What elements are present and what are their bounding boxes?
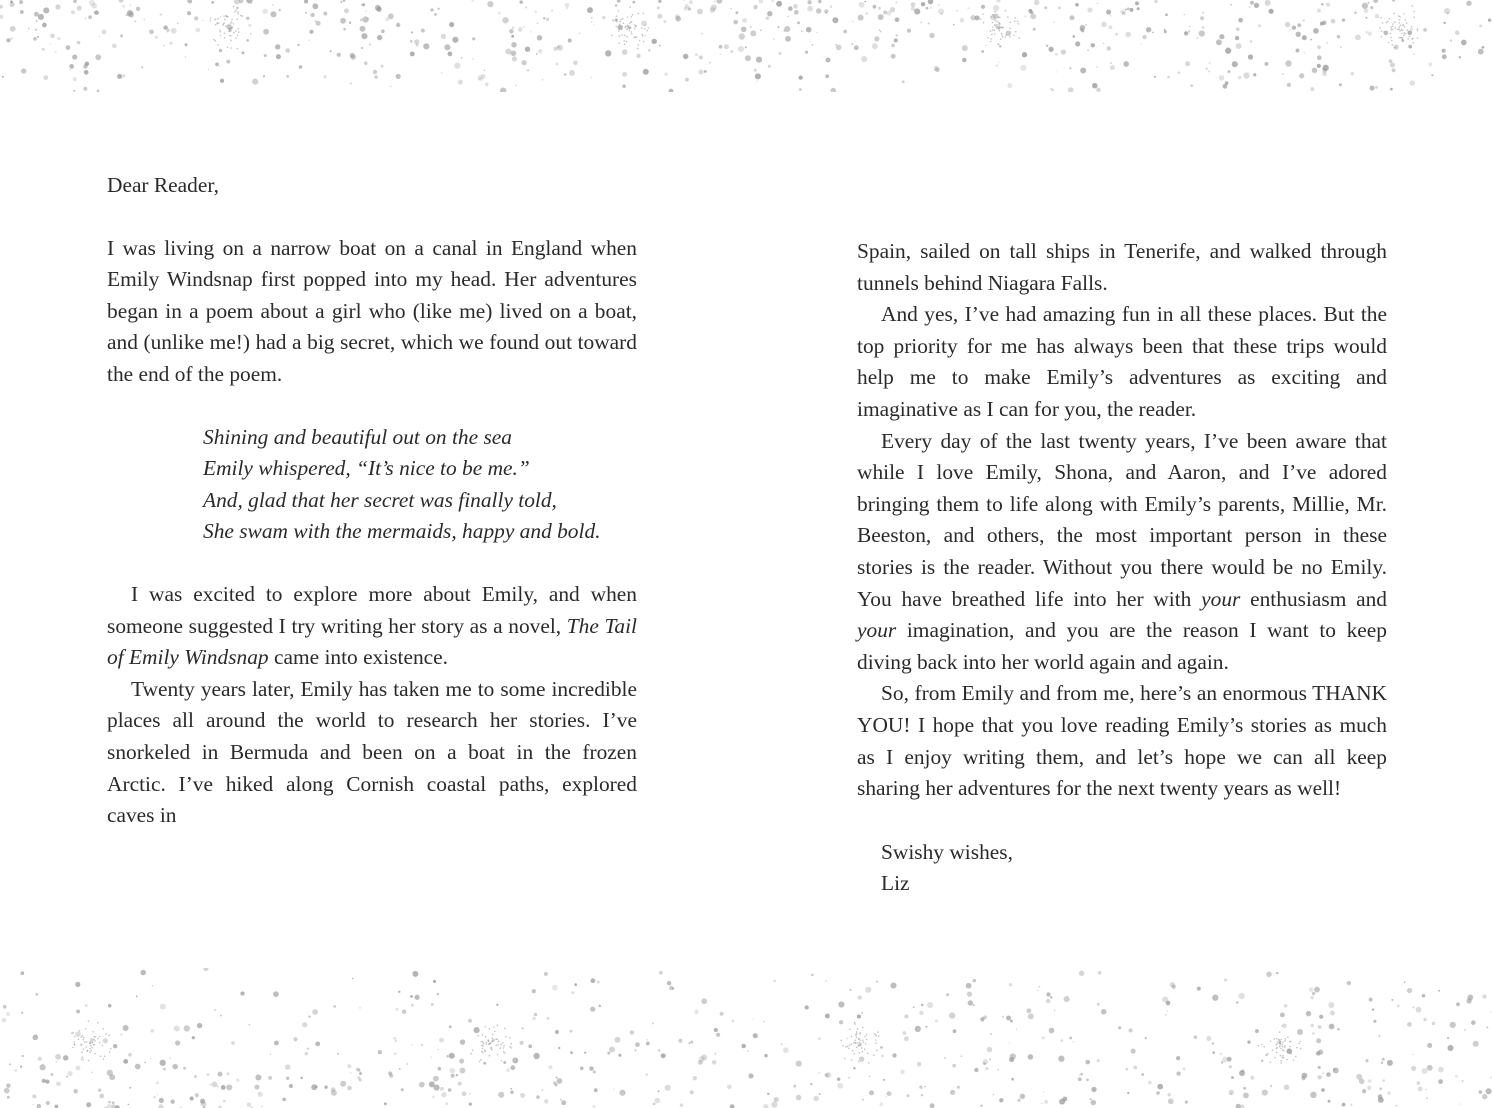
- left-page: [107, 170, 637, 832]
- poem: [203, 422, 637, 548]
- poem-line: Emily whispered, “It’s nice to be me.”: [203, 456, 530, 481]
- paragraph-reader: [857, 426, 1387, 679]
- right-page: [857, 236, 1387, 900]
- paragraph-novel: [107, 579, 637, 674]
- poem-line: Shining and beautiful out on the sea: [203, 424, 512, 449]
- greeting: Dear Reader,: [107, 173, 219, 197]
- paragraph-novel-end: came into existence.: [268, 645, 448, 670]
- signature: Liz: [881, 871, 910, 896]
- paragraph-continued: Spain, sailed on tall ships in Tenerife, and walked through tunnels behind Niagara Falls.: [857, 239, 1387, 295]
- paragraph-intro: I was living on a narrow boat on a canal in England when Emily Windsnap first popped into my head. Her adventures began in a poem about a girl who (like me) lived on a boat, and (unlike me!) had a big secret, which we found out toward the end of the poem.: [107, 235, 637, 386]
- paragraph-reader-mid: enthusiasm and: [1240, 586, 1388, 611]
- paragraph-priority: And yes, I’ve had amazing fun in all these places. But the top priority for me has always been that these trips would help me to make Emily’s adventures as exciting and imaginative as I can for you, the reader.: [857, 302, 1387, 421]
- closing: [857, 837, 1387, 900]
- paragraph-travels: Twenty years later, Emily has taken me to some incredible places all around the world to research her stories. I’ve snorkeled in Bermuda and been on a boat in the frozen Arctic. I’ve hiked along Cornish coastal paths, explored caves in: [107, 676, 637, 828]
- book-title: The Tail of Emily Windsnap: [107, 613, 638, 670]
- poem-line: She swam with the mermaids, happy and bold.: [203, 519, 601, 544]
- bubble-border-bottom: [0, 968, 1492, 1108]
- paragraph-reader-text: Every day of the last twenty years, I’ve been aware that while I love Emily, Shona, and Aaron, and I’ve adored bringing them to life along with Emily’s parents, Millie, Mr. Beeston, and others, the most important person in these stories is the reader. Without you there would be no Emily. You have breathed life into her with: [857, 428, 1387, 611]
- paragraph-novel-text: I was excited to explore more about Emily, and when someone suggested I try writing her story as a novel,: [107, 581, 637, 638]
- signoff: Swishy wishes,: [881, 839, 1013, 864]
- emphasis-your: your: [1201, 586, 1241, 611]
- poem-line: And, glad that her secret was finally told,: [203, 487, 557, 512]
- paragraph-reader-end: imagination, and you are the reason I want to keep diving back into her world again and again.: [857, 618, 1387, 674]
- paragraph-thanks: So, from Emily and from me, here’s an enormous THANK YOU! I hope that you love reading Emily’s stories as much as I enjoy writing them, and let’s hope we can all keep sharing her adventures for the next twenty years as well!: [857, 681, 1387, 801]
- emphasis-your: your: [857, 618, 897, 643]
- bubble-border-top: [0, 0, 1492, 92]
